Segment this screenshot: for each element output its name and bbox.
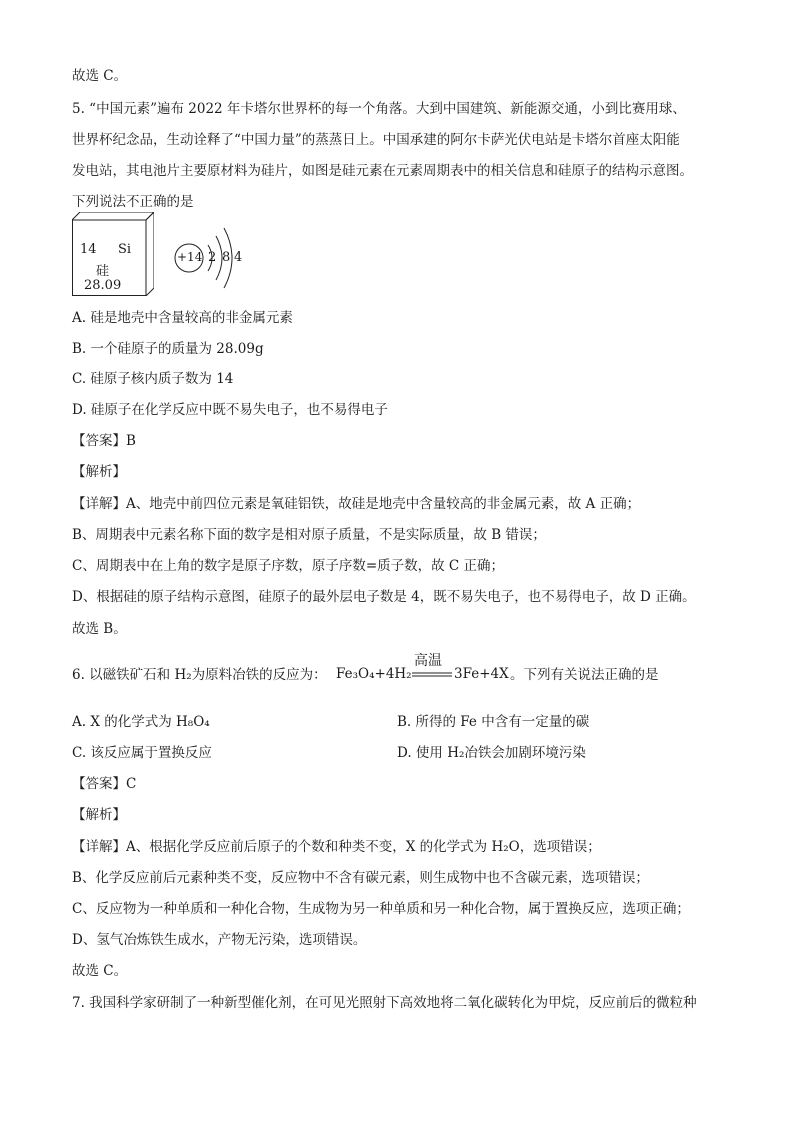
equation-reactants: Fe₃O₄+4H₂ [336, 666, 412, 682]
q5-option-b: B. 一个硅原子的质量为 28.09g [72, 341, 264, 357]
element-name: 硅 [96, 264, 110, 279]
q6-detail-2: B、化学反应前后元素种类不变，反应物中不含有碳元素，则生成物中也不含碳元素，选项错误； [72, 870, 649, 886]
nucleus-charge: +14 [177, 250, 203, 264]
q5-stem-line-3: 发电站，其电池片主要原材料为硅片，如图是硅元素在元素周期表中的相关信息和硅原子的结构示意图。 [72, 163, 693, 179]
q5-conclusion: 故选 B。 [72, 621, 127, 637]
q6-detail-3: C、反应物为一种单质和一种化合物，生成物为另一种单质和另一种化合物，属于置换反应，选项正确； [72, 901, 690, 917]
q5-option-c: C. 硅原子核内质子数为 14 [72, 371, 234, 387]
q6-detail-1: 【详解】A、根据化学反应前后原子的个数和种类不变，X 的化学式为 H₂O，选项错误； [72, 839, 601, 855]
q6-stem-prefix: 6. 以磁铁矿石和 H₂为原料冶铁的反应为： [72, 667, 327, 683]
shell-1-electrons: 2 [208, 250, 217, 265]
q6-analysis-heading: 【解析】 [72, 807, 126, 823]
q6-option-b: B. 所得的 Fe 中含有一定量的碳 [397, 714, 590, 730]
element-symbol: Si [118, 242, 132, 257]
q6-option-d: D. 使用 H₂冶铁会加剧环境污染 [397, 745, 586, 761]
q5-detail-2: B、周期表中元素名称下面的数字是相对原子质量，不是实际质量，故 B 错误； [72, 527, 546, 543]
equation-products: 3Fe+4X [454, 666, 509, 682]
shell-2-electrons: 8 [222, 250, 231, 265]
q5-detail-4: D、根据硅的原子结构示意图，硅原子的最外层电子数是 4，既不易失电子，也不易得电子，故 D 正确。 [72, 589, 696, 605]
q5-stem-line-2: 世界杯纪念品，生动诠释了“中国力量”的蒸蒸日上。中国承建的阿尔卡萨光伏电站是卡塔尔首座太阳能 [72, 132, 680, 148]
q5-stem-line-1: 5. “中国元素”遍布 2022 年卡塔尔世界杯的每一个角落。大到中国建筑、新能源交通，小到比赛用球、 [72, 101, 686, 117]
q5-detail-3: C、周期表中在上角的数字是原子序数，原子序数=质子数，故 C 正确； [72, 558, 505, 574]
q5-answer: 【答案】B [72, 433, 136, 449]
q6-detail-4: D、氢气冶炼铁生成水，产物无污染，选项错误。 [72, 932, 367, 948]
q6-option-a: A. X 的化学式为 H₈O₄ [72, 714, 210, 730]
q7-stem-line-1: 7. 我国科学家研制了一种新型催化剂，在可见光照射下高效地将二氧化碳转化为甲烷，反应前后的微粒种 [72, 995, 697, 1011]
periodic-element-cell [72, 212, 154, 296]
shell-3-electrons: 4 [234, 250, 243, 265]
atom-structure-diagram [172, 220, 252, 300]
equation-condition: 高温 [414, 653, 442, 669]
q5-analysis-heading: 【解析】 [72, 464, 126, 480]
q6-option-c: C. 该反应属于置换反应 [72, 745, 212, 761]
atomic-mass: 28.09 [84, 278, 122, 293]
q6-answer: 【答案】C [72, 776, 137, 792]
q5-detail-1: 【详解】A、地壳中前四位元素是氧硅铝铁，故硅是地壳中含量较高的非金属元素，故 A 正确； [72, 496, 641, 512]
q5-stem-line-4: 下列说法不正确的是 [72, 194, 194, 210]
equation-arrow-lines [412, 672, 452, 678]
q6-conclusion: 故选 C。 [72, 963, 128, 979]
reaction-equation [336, 648, 514, 688]
atomic-number: 14 [80, 242, 97, 257]
q5-option-d: D. 硅原子在化学反应中既不易失电子，也不易得电子 [72, 402, 388, 418]
q6-stem-suffix: 。下列有关说法正确的是 [510, 667, 659, 683]
line-conclusion-prev: 故选 C。 [72, 68, 128, 84]
q5-option-a: A. 硅是地壳中含量较高的非金属元素 [72, 310, 293, 326]
